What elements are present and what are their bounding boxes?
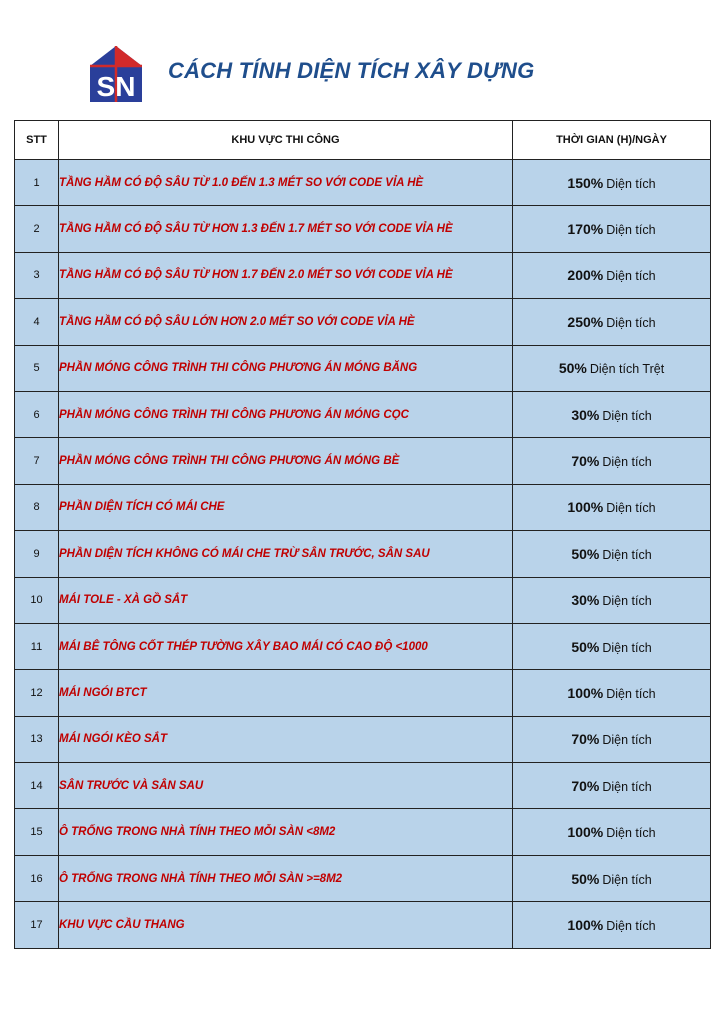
table-row — [15, 763, 711, 809]
row-area: TẦNG HẦM CÓ ĐỘ SÂU TỪ HƠN 1.3 ĐẾN 1.7 MÉT SO VỚI CODE VỈA HÈ — [59, 206, 513, 252]
logo-letters: SN — [96, 71, 136, 102]
row-area: TẦNG HẦM CÓ ĐỘ SÂU TỪ 1.0 ĐẾN 1.3 MÉT SO VỚI CODE VỈA HÈ — [59, 160, 513, 206]
row-area: MÁI NGÓI BTCT — [59, 670, 513, 716]
row-unit: Diện tích — [606, 176, 656, 191]
page-header — [0, 0, 724, 112]
row-unit: Diện tích — [606, 223, 656, 238]
row-area: MÁI BÊ TÔNG CỐT THÉP TƯỜNG XÂY BAO MÁI CÓ CAO ĐỘ <1000 — [59, 623, 513, 669]
row-unit: Diện tích — [606, 269, 656, 284]
row-unit: Diện tích — [602, 640, 652, 655]
row-stt: 7 — [15, 438, 59, 484]
row-ratio — [513, 531, 711, 577]
row-percent: 50% — [571, 638, 600, 655]
table-row — [15, 716, 711, 762]
row-percent: 50% — [571, 870, 600, 887]
table-row — [15, 438, 711, 484]
row-unit: Diện tích — [602, 872, 652, 887]
row-area: TẦNG HẦM CÓ ĐỘ SÂU LỚN HƠN 2.0 MÉT SO VỚI CODE VỈA HÈ — [59, 299, 513, 345]
row-area: MÁI TOLE - XÀ GỒ SẮT — [59, 577, 513, 623]
table-row — [15, 670, 711, 716]
row-area: TẦNG HẦM CÓ ĐỘ SÂU TỪ HƠN 1.7 ĐẾN 2.0 MÉT SO VỚI CODE VỈA HÈ — [59, 252, 513, 298]
table-body — [15, 160, 711, 949]
row-ratio — [513, 577, 711, 623]
row-unit: Diện tích — [606, 686, 656, 701]
table-row — [15, 160, 711, 206]
row-unit: Diện tích — [602, 733, 652, 748]
row-area: PHẦN MÓNG CÔNG TRÌNH THI CÔNG PHƯƠNG ÁN MÓNG BĂNG — [59, 345, 513, 391]
table-row — [15, 299, 711, 345]
table-row — [15, 531, 711, 577]
row-percent: 50% — [571, 545, 600, 562]
row-unit: Diện tích — [602, 779, 652, 794]
row-ratio — [513, 345, 711, 391]
table-row — [15, 855, 711, 901]
row-area: PHẦN DIỆN TÍCH CÓ MÁI CHE — [59, 484, 513, 530]
row-unit: Diện tích — [602, 455, 652, 470]
row-ratio — [513, 902, 711, 948]
row-stt: 4 — [15, 299, 59, 345]
row-unit: Diện tích — [602, 594, 652, 609]
row-stt: 15 — [15, 809, 59, 855]
row-area: PHẦN MÓNG CÔNG TRÌNH THI CÔNG PHƯƠNG ÁN MÓNG BÈ — [59, 438, 513, 484]
logo-roof-accent — [116, 46, 142, 66]
row-stt: 2 — [15, 206, 59, 252]
table-row — [15, 484, 711, 530]
row-stt: 3 — [15, 252, 59, 298]
table-header-row — [15, 121, 711, 160]
row-ratio — [513, 299, 711, 345]
row-percent: 50% — [558, 360, 587, 377]
row-percent: 100% — [567, 684, 604, 701]
table-row — [15, 623, 711, 669]
row-stt: 5 — [15, 345, 59, 391]
row-ratio — [513, 206, 711, 252]
table-row — [15, 809, 711, 855]
row-ratio — [513, 623, 711, 669]
row-unit: Diện tích Trệt — [589, 362, 665, 377]
row-area: PHẦN DIỆN TÍCH KHÔNG CÓ MÁI CHE TRỪ SÂN TRƯỚC, SÂN SAU — [59, 531, 513, 577]
row-stt: 12 — [15, 670, 59, 716]
table-row — [15, 345, 711, 391]
row-stt: 9 — [15, 531, 59, 577]
row-stt: 11 — [15, 623, 59, 669]
header-ratio: THỜI GIAN (H)/NGÀY — [513, 121, 711, 160]
row-percent: 70% — [571, 453, 600, 470]
row-stt: 13 — [15, 716, 59, 762]
row-stt: 1 — [15, 160, 59, 206]
header-stt: STT — [15, 121, 59, 160]
row-stt: 8 — [15, 484, 59, 530]
company-logo — [88, 44, 144, 104]
row-ratio — [513, 252, 711, 298]
row-area: KHU VỰC CẦU THANG — [59, 902, 513, 948]
row-percent: 30% — [571, 406, 600, 423]
table-row — [15, 902, 711, 948]
row-unit: Diện tích — [602, 547, 652, 562]
row-stt: 6 — [15, 391, 59, 437]
row-percent: 250% — [567, 313, 604, 330]
row-ratio — [513, 484, 711, 530]
row-ratio — [513, 855, 711, 901]
row-area: Ô TRỐNG TRONG NHÀ TÍNH THEO MỖI SÀN >=8M2 — [59, 855, 513, 901]
row-percent: 100% — [567, 824, 604, 841]
row-percent: 70% — [571, 731, 600, 748]
row-stt: 10 — [15, 577, 59, 623]
row-percent: 170% — [567, 221, 604, 238]
table-row — [15, 577, 711, 623]
row-stt: 14 — [15, 763, 59, 809]
row-unit: Diện tích — [606, 918, 656, 933]
row-area: MÁI NGÓI KÈO SẮT — [59, 716, 513, 762]
table-row — [15, 252, 711, 298]
row-ratio — [513, 438, 711, 484]
row-unit: Diện tích — [606, 315, 656, 330]
row-area: SÂN TRƯỚC VÀ SÂN SAU — [59, 763, 513, 809]
row-percent: 70% — [571, 777, 600, 794]
row-percent: 150% — [567, 174, 604, 191]
row-area: PHẦN MÓNG CÔNG TRÌNH THI CÔNG PHƯƠNG ÁN MÓNG CỌC — [59, 391, 513, 437]
row-ratio — [513, 670, 711, 716]
row-unit: Diện tích — [602, 408, 652, 423]
table-row — [15, 391, 711, 437]
row-percent: 200% — [567, 267, 604, 284]
page-title: CÁCH TÍNH DIỆN TÍCH XÂY DỰNG — [168, 58, 535, 83]
row-ratio — [513, 716, 711, 762]
header-area: KHU VỰC THI CÔNG — [59, 121, 513, 160]
row-area: Ô TRỐNG TRONG NHÀ TÍNH THEO MỖI SÀN <8M2 — [59, 809, 513, 855]
row-percent: 100% — [567, 916, 604, 933]
construction-area-table — [14, 120, 711, 949]
row-ratio — [513, 809, 711, 855]
table-row — [15, 206, 711, 252]
row-stt: 16 — [15, 855, 59, 901]
row-stt: 17 — [15, 902, 59, 948]
row-unit: Diện tích — [606, 826, 656, 841]
row-ratio — [513, 160, 711, 206]
row-ratio — [513, 391, 711, 437]
row-percent: 30% — [571, 592, 600, 609]
row-ratio — [513, 763, 711, 809]
row-percent: 100% — [567, 499, 604, 516]
row-unit: Diện tích — [606, 501, 656, 516]
